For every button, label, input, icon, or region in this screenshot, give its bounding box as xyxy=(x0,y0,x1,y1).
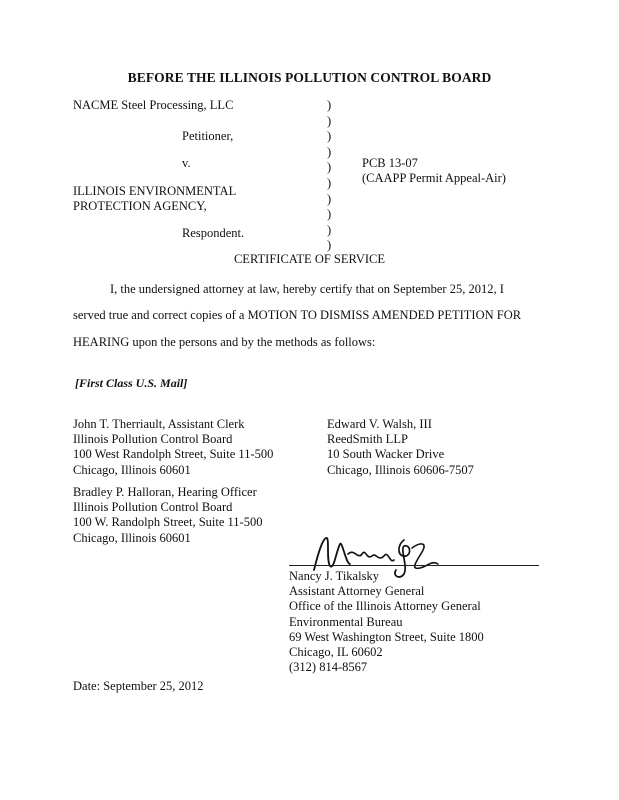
recipient-line: Illinois Pollution Control Board xyxy=(73,432,233,447)
caption-paren: ) xyxy=(327,175,332,190)
signer-line: 69 West Washington Street, Suite 1800 xyxy=(289,629,484,644)
certificate-body-line2: served true and correct copies of a MOTION TO DISMISS AMENDED PETITION FOR xyxy=(73,308,522,322)
petitioner-name: NACME Steel Processing, LLC xyxy=(73,98,234,112)
respondent-name-line1: ILLINOIS ENVIRONMENTAL xyxy=(73,184,237,198)
recipient-line: 10 South Wacker Drive xyxy=(327,447,445,462)
caption-paren: ) xyxy=(327,238,332,253)
recipient-line: Illinois Pollution Control Board xyxy=(73,500,233,515)
certificate-heading: CERTIFICATE OF SERVICE xyxy=(233,252,386,266)
date-line: Date: September 25, 2012 xyxy=(73,679,204,693)
respondent-role: Respondent. xyxy=(182,226,245,240)
recipient-line: Edward V. Walsh, III xyxy=(327,417,432,431)
respondent-name-line2: PROTECTION AGENCY, xyxy=(73,199,207,213)
recipient-line: Bradley P. Halloran, Hearing Officer xyxy=(73,485,257,499)
signer-line: Assistant Attorney General xyxy=(289,584,425,599)
caption-paren: ) xyxy=(327,191,332,206)
signer-line: Nancy J. Tikalsky xyxy=(289,569,379,583)
caption-paren: ) xyxy=(327,160,332,175)
versus-label: v. xyxy=(182,156,191,170)
signer-line: Chicago, IL 60602 xyxy=(289,645,383,660)
signer-line: Office of the Illinois Attorney General xyxy=(289,599,481,614)
caption-paren: ) xyxy=(327,144,332,159)
certificate-body-line1: I, the undersigned attorney at law, hereby certify that on September 25, 2012, I xyxy=(110,282,504,296)
caption-paren-column xyxy=(327,98,331,254)
petitioner-role: Petitioner, xyxy=(182,129,234,143)
case-type: (CAAPP Permit Appeal-Air) xyxy=(362,171,506,185)
caption-paren: ) xyxy=(327,98,332,112)
recipient-line: Chicago, Illinois 60601 xyxy=(73,462,191,477)
caption-paren: ) xyxy=(327,113,332,128)
document-title: BEFORE THE ILLINOIS POLLUTION CONTROL BOARD xyxy=(127,70,492,85)
recipient-clerk xyxy=(73,417,273,478)
recipient-line: 100 West Randolph Street, Suite 11-500 xyxy=(73,447,274,462)
recipient-line: Chicago, Illinois 60606-7507 xyxy=(327,462,474,477)
signer-block xyxy=(289,569,484,675)
recipient-line: John T. Therriault, Assistant Clerk xyxy=(73,417,245,431)
signer-line: Environmental Bureau xyxy=(289,614,403,629)
signer-line: (312) 814-8567 xyxy=(289,660,368,675)
service-method: [First Class U.S. Mail] xyxy=(75,376,188,390)
caption-paren: ) xyxy=(327,207,332,222)
recipient-hearing-officer xyxy=(73,485,262,546)
recipient-line: 100 W. Randolph Street, Suite 11-500 xyxy=(73,515,263,530)
caption-paren: ) xyxy=(327,222,332,237)
recipient-walsh xyxy=(327,417,474,478)
recipient-line: ReedSmith LLP xyxy=(327,432,408,447)
signature-line xyxy=(289,565,539,566)
certificate-body-line3: HEARING upon the persons and by the methods as follows: xyxy=(73,335,376,349)
case-number: PCB 13-07 xyxy=(362,156,418,170)
recipient-line: Chicago, Illinois 60601 xyxy=(73,530,191,545)
caption-paren: ) xyxy=(327,129,332,144)
